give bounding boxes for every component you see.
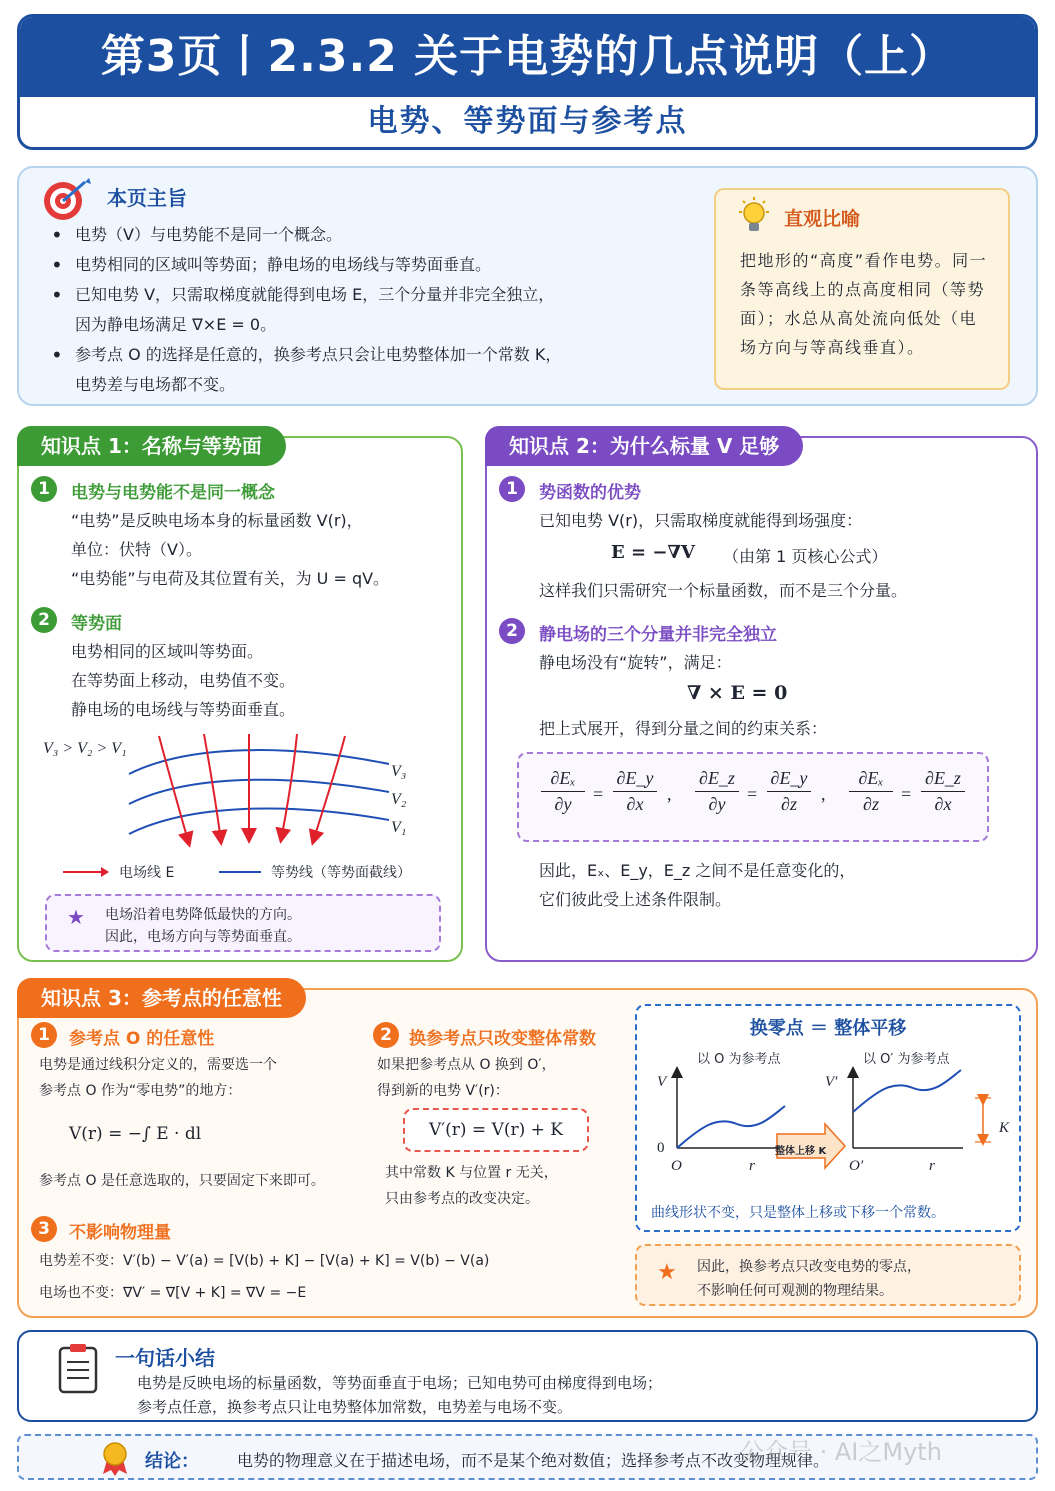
text-line: 把上式展开，得到分量之间的约束关系：: [539, 719, 828, 738]
summary-box: [17, 1330, 1038, 1422]
knowledge-panel-2: [485, 436, 1038, 962]
text-line: 静电场没有“旋转”，满足：: [539, 653, 732, 672]
intro-box: [17, 166, 1038, 406]
numerator: ∂Eₓ: [849, 768, 893, 792]
intro-bullets: [49, 220, 689, 400]
equipotential-line: [129, 780, 389, 804]
denominator: ∂z: [781, 794, 797, 814]
page-header: [17, 14, 1038, 150]
denominator: ∂y: [554, 794, 572, 814]
comma: ,: [821, 784, 826, 804]
text-line: “电势”是反映电场本身的标量函数 V(r)，: [71, 511, 363, 530]
section-title: 换参考点只改变整体常数: [409, 1029, 596, 1049]
text-line: 因此，Eₓ、E_y，E_z 之间不是任意变化的，: [539, 861, 856, 880]
section-number: 1: [499, 476, 525, 502]
lightbulb-icon: [736, 196, 774, 240]
denominator: ∂z: [863, 794, 879, 814]
clipboard-icon: [57, 1342, 101, 1396]
equals-sign: =: [593, 784, 604, 804]
panel-1-tab: 知识点 1：名称与等势面: [17, 426, 286, 466]
arrow-label: 整体上移 K: [775, 1146, 827, 1157]
analogy-title: 直观比喻: [784, 208, 861, 230]
list-item: • 电势（V）与电势能不是同一个概念。: [49, 220, 689, 250]
curve-label-v2: V₂: [391, 791, 407, 808]
axis-label: 0: [657, 1140, 665, 1156]
section-number: 1: [31, 476, 57, 502]
left-caption: 以 O 为参考点: [697, 1052, 781, 1067]
knowledge-panel-1: [17, 436, 463, 962]
list-item: • 已知电势 V，只需取梯度就能得到电场 E，三个分量并非完全独立，: [49, 280, 689, 310]
text-line: 它们彼此受上述条件限制。: [539, 890, 732, 909]
k-label: K: [999, 1120, 1010, 1136]
fraction: [921, 768, 965, 815]
note-line: 因此，换参考点只改变电势的零点，: [697, 1259, 921, 1275]
axis-label: O: [671, 1158, 682, 1174]
text-line: 如果把参考点从 O 换到 O′，: [377, 1057, 556, 1073]
list-item: • 电势相同的区域叫等势面；静电场的电场线与等势面垂直。: [49, 250, 689, 280]
axis-label: V: [657, 1074, 667, 1090]
curl-formula: ∇ × E = 0: [687, 682, 788, 704]
axis-label: V′: [825, 1074, 838, 1090]
line-integral-formula: V(r) = −∫ E · dl: [69, 1124, 202, 1144]
intro-title: 本页主旨: [107, 186, 187, 210]
comma: ,: [667, 784, 672, 804]
section-number: 1: [31, 1022, 57, 1048]
equals-sign: =: [747, 784, 758, 804]
equals-sign: =: [901, 784, 912, 804]
star-icon: ★: [67, 905, 85, 929]
watermark: 公众号 · AI之Myth: [740, 1438, 942, 1466]
section-title: 参考点 O 的任意性: [69, 1029, 215, 1049]
shift-formula: V′(r) = V(r) + K: [429, 1120, 563, 1140]
section-number: 3: [31, 1216, 57, 1242]
panel-3-tab: 知识点 3：参考点的任意性: [17, 978, 306, 1018]
text-line: 单位：伏特（V）。: [71, 540, 202, 559]
constraint-box: [517, 752, 989, 842]
axis-label: r: [749, 1158, 755, 1174]
text-line: 电场也不变：∇V′ = ∇[V + K] = ∇V = −E: [39, 1285, 307, 1301]
right-caption: 以 O′ 为参考点: [863, 1052, 950, 1067]
text-line: 这样我们只需研究一个标量函数，而不是三个分量。: [539, 581, 908, 600]
text-line: 静电场的电场线与等势面垂直。: [71, 700, 296, 719]
curve-shifted: [853, 1070, 961, 1112]
formula-note: （由第 1 页核心公式）: [723, 547, 888, 566]
field-line: [204, 734, 221, 842]
star-icon: ★: [657, 1260, 677, 1285]
potential-order: V₃ > V₂ > V₁: [43, 740, 127, 757]
denominator: ∂x: [626, 794, 644, 814]
constraint-equations: [519, 754, 987, 840]
summary-line: 电势是反映电场的标量函数，等势面垂直于电场；已知电势可由梯度得到电场；: [137, 1374, 663, 1392]
text-line: 参考点 O 是任意选取的，只要固定下来即可。: [39, 1173, 325, 1189]
constraint-equation: [695, 768, 835, 828]
conclusion-text: 电势的物理意义在于描述电场，而不是某个绝对数值；选择参考点不改变物理规律。: [237, 1451, 830, 1470]
shift-diagram-box: [635, 1004, 1021, 1232]
axis-label: r: [929, 1158, 935, 1174]
equi-legend-swatch: [217, 866, 263, 878]
fraction: [695, 768, 739, 815]
note-line: 因此，电场方向与等势面垂直。: [105, 929, 301, 945]
note-box: [635, 1244, 1021, 1306]
fraction: [849, 768, 893, 815]
fraction: [541, 768, 585, 815]
numerator: ∂E_z: [695, 768, 739, 792]
numerator: ∂E_y: [767, 768, 811, 792]
note-line: 电场沿着电势降低最快的方向。: [105, 907, 301, 923]
curve-label-v1: V₁: [391, 819, 407, 836]
constraint-equation: [849, 768, 989, 828]
section-title: 等势面: [71, 614, 122, 634]
shift-formula-box: [403, 1108, 589, 1152]
curve-label-v3: V₃: [391, 763, 407, 780]
text-line: “电势能”与电荷及其位置有关，为 U = qV。: [71, 569, 390, 588]
shift-diagram-title: 换零点 ＝ 整体平移: [749, 1018, 907, 1039]
text-line: 参考点 O 作为“零电势”的地方：: [39, 1083, 242, 1099]
field-legend-swatch: [61, 866, 111, 878]
section-number: 2: [31, 607, 57, 633]
axis-label: O′: [849, 1158, 864, 1174]
numerator: ∂E_y: [613, 768, 657, 792]
gradient-formula: E = −∇V: [611, 542, 695, 563]
summary-title: 一句话小结: [115, 1346, 215, 1370]
medal-icon: [99, 1440, 131, 1476]
equipotential-line: [129, 808, 389, 834]
denominator: ∂y: [708, 794, 726, 814]
field-lines-diagram: [59, 734, 419, 854]
text-line: 电势是通过线积分定义的，需要选一个: [39, 1057, 277, 1073]
list-item-continued: 因为静电场满足 ∇×E = 0。: [75, 315, 277, 334]
fraction: [613, 768, 657, 815]
text-line: 在等势面上移动，电势值不变。: [71, 671, 296, 690]
text-line: 电势差不变：V′(b) − V′(a) = [V(b) + K] − [V(a) + K] = V(b) − V(a): [39, 1253, 490, 1269]
section-number: 2: [499, 618, 525, 644]
numerator: ∂E_z: [921, 768, 965, 792]
target-icon: [41, 176, 93, 222]
panel-2-tab: 知识点 2：为什么标量 V 足够: [485, 426, 803, 466]
constraint-equation: [541, 768, 681, 828]
page-subtitle: 电势、等势面与参考点: [367, 104, 688, 139]
knowledge-panel-3: [17, 988, 1038, 1318]
list-item-continued: 电势差与电场都不变。: [75, 375, 236, 394]
conclusion-label: 结论：: [145, 1451, 199, 1472]
section-title: 势函数的优势: [539, 483, 641, 503]
text-line: 电势相同的区域叫等势面。: [71, 642, 264, 661]
text-line: 已知电势 V(r)，只需取梯度就能得到场强度：: [539, 511, 863, 530]
section-number: 2: [373, 1022, 399, 1048]
legend-field: 电场线 E: [119, 865, 175, 881]
summary-line: 参考点任意，换参考点只让电势整体加常数，电势差与电场不变。: [137, 1398, 573, 1416]
text-line: 只由参考点的改变决定。: [385, 1191, 539, 1207]
shift-caption: 曲线形状不变，只是整体上移或下移一个常数。: [651, 1205, 945, 1221]
list-item: • 参考点 O 的选择是任意的，换参考点只会让电势整体加一个常数 K，: [49, 340, 689, 370]
note-box: [45, 894, 441, 952]
page-title: 第3页丨2.3.2 关于电势的几点说明（上）: [20, 17, 1035, 97]
legend-equi: 等势线（等势面截线）: [271, 865, 411, 881]
section-title: 静电场的三个分量并非完全独立: [539, 625, 777, 645]
numerator: ∂Eₓ: [541, 768, 585, 792]
curve-original: [677, 1106, 785, 1148]
field-line: [313, 736, 345, 842]
note-line: 不影响任何可观测的物理结果。: [697, 1283, 893, 1299]
text-line: 得到新的电势 V′(r)：: [377, 1083, 509, 1099]
fraction: [767, 768, 811, 815]
analogy-box: [714, 188, 1010, 390]
text-line: 其中常数 K 与位置 r 无关，: [385, 1165, 558, 1181]
analogy-text: 把地形的“高度”看作电势。同一条等高线上的点高度相同（等势面）；水总从高处流向低处（电场方向与等高线垂直）。: [740, 251, 988, 357]
section-title: 不影响物理量: [69, 1223, 171, 1243]
denominator: ∂x: [934, 794, 952, 814]
section-title: 电势与电势能不是同一概念: [71, 483, 275, 503]
